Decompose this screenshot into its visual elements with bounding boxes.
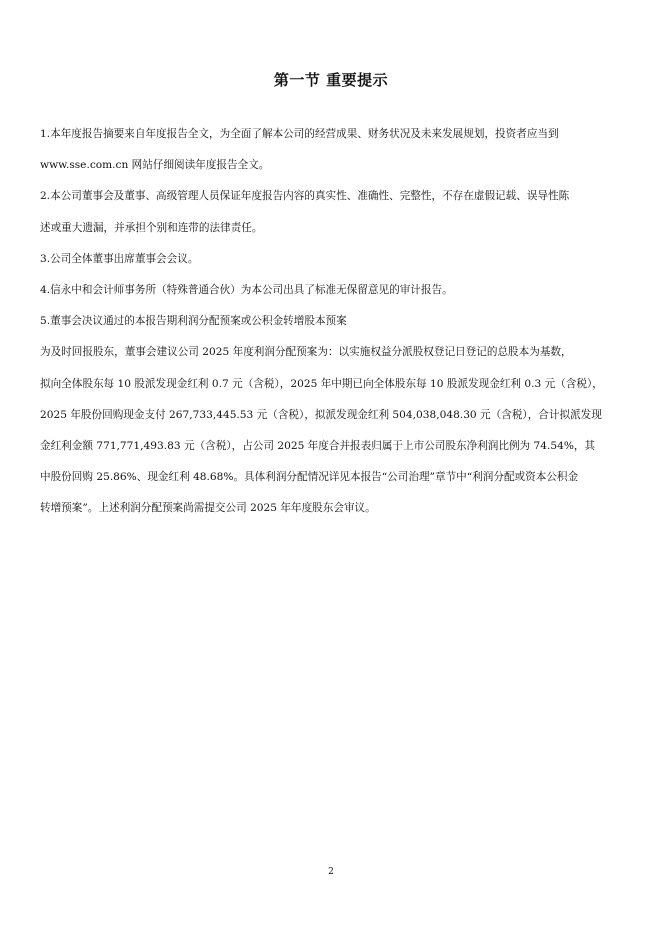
- page-number: 2: [328, 867, 334, 877]
- paragraph-line: 为及时回报股东，董事会建议公司 2025 年度利润分配预案为：以实施权益分派股权登记日登记的总股本为基数，: [40, 346, 572, 359]
- body-text: [40, 119, 626, 524]
- paragraph-line: 2025 年股份回购现金支付 267,733,445.53 元（含税），拟派发现金红利 504,038,048.30 元（含税），合计拟派发现: [40, 408, 602, 421]
- paragraph-line: 拟向全体股东每 10 股派发现金红利 0.7 元（含税），2025 年中期已向全体股东每 10 股派发现金红利 0.3 元（含税），: [40, 377, 603, 390]
- section-title: 第一节 重要提示: [273, 71, 389, 89]
- paragraph-line: 5.董事会决议通过的本报告期利润分配预案或公积金转增股本预案: [40, 315, 347, 328]
- paragraph-line: www.sse.com.cn 网站仔细阅读年度报告全文。: [40, 159, 270, 172]
- paragraph-line: 中股份回购 25.86%、现金红利 48.68%。具体利润分配情况详见本报告“公司治理”章节中“利润分配或资本公积金: [40, 471, 579, 484]
- paragraph-line: 金红利金额 771,771,493.83 元（含税），占公司 2025 年度合并报表归属于上市公司股东净利润比例为 74.54%，其: [40, 439, 596, 452]
- paragraph-line: 4.信永中和会计师事务所（特殊普通合伙）为本公司出具了标准无保留意见的审计报告。: [40, 283, 453, 296]
- paragraph-line: 转增预案”。上述利润分配预案尚需提交公司 2025 年年度股东会审议。: [40, 502, 376, 515]
- paragraph-line: 3.公司全体董事出席董事会会议。: [40, 252, 199, 265]
- paragraph-line: 1.本年度报告摘要来自年度报告全文，为全面了解本公司的经营成果、财务状况及未来发展规划，投资者应当到: [40, 128, 559, 140]
- paragraph-line: 2.本公司董事会及董事、高级管理人员保证年度报告内容的真实性、准确性、完整性，不存在虚假记载、误导性陈: [40, 190, 570, 203]
- paragraph-line: 述或重大遗漏，并承担个别和连带的法律责任。: [40, 221, 263, 234]
